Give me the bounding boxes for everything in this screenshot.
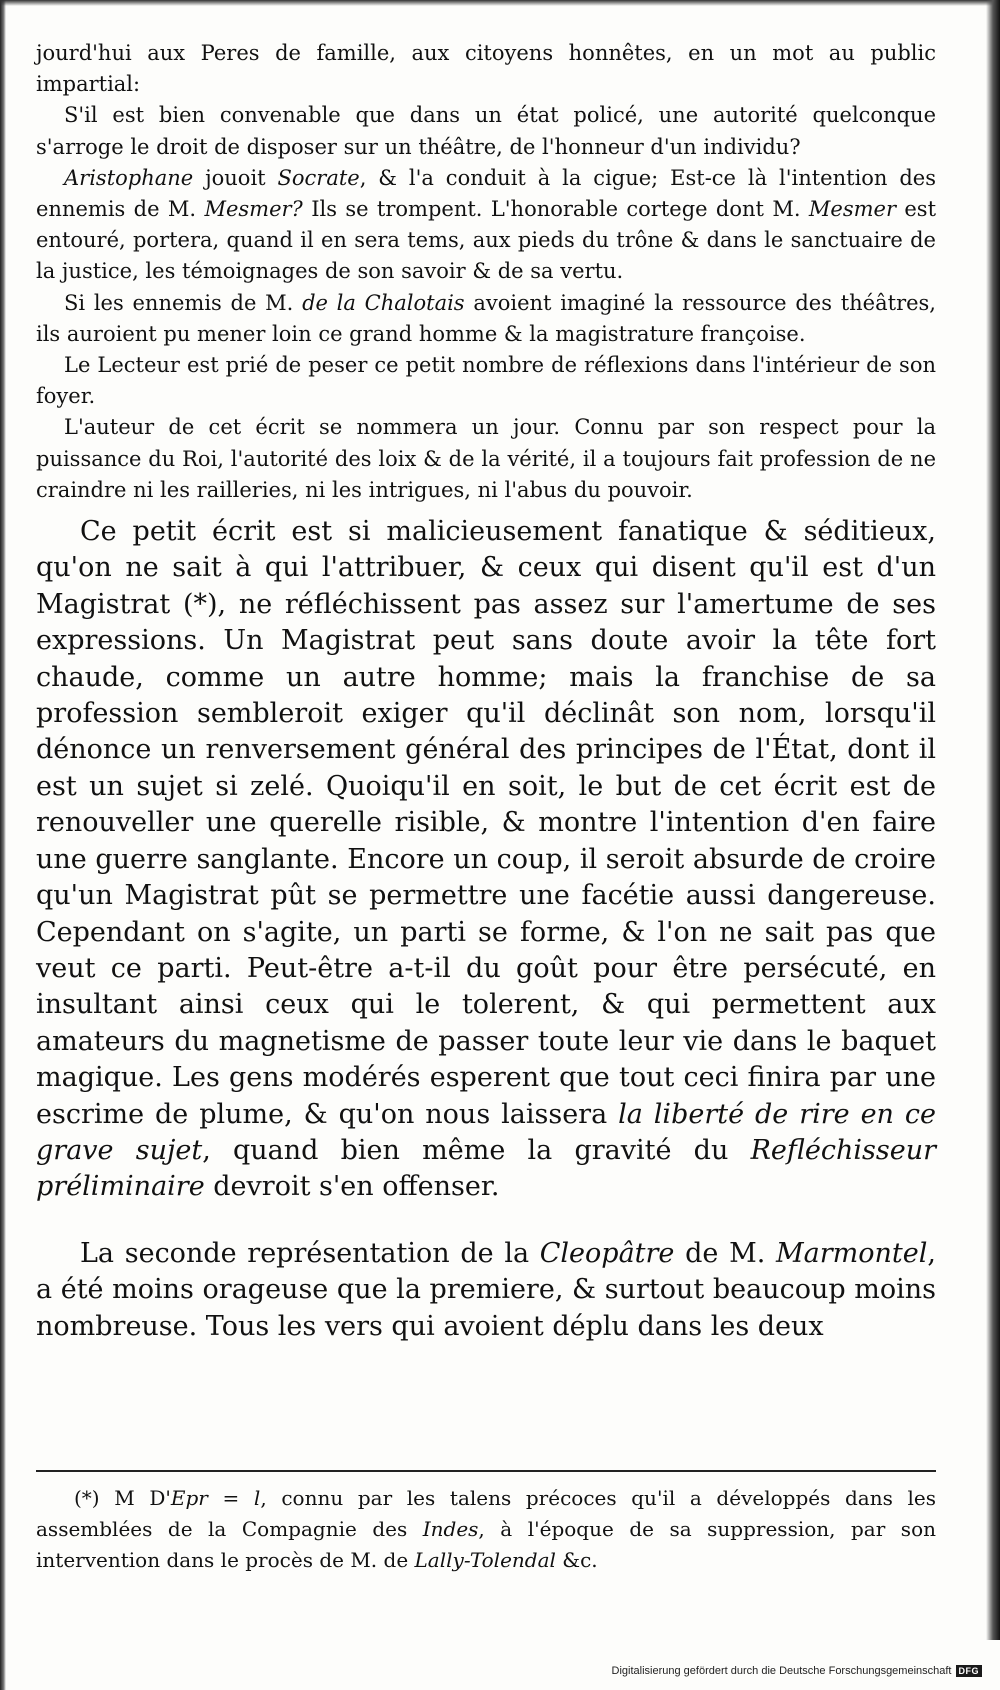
footnote-text xyxy=(36,1483,936,1576)
small-paragraph xyxy=(36,38,936,100)
text-segment: L'auteur de cet écrit se nommera un jour. Connu par son respect pour la puissance du Roi, l'autorité des loix & de la vérité, il a toujours fait profession de ne craindre ni les railleries, ni les intrigues, ni l'abus du pouvoir. xyxy=(36,415,936,502)
text-segment: devroit s'en offenser. xyxy=(204,1171,500,1203)
digitization-credit xyxy=(612,1665,982,1677)
text-segment: La seconde représentation de la xyxy=(80,1237,540,1269)
small-paragraph xyxy=(36,412,936,506)
italic-segment: Lally-Tolendal xyxy=(414,1548,556,1572)
italic-segment: Aristophane xyxy=(64,165,194,190)
text-segment: S'il est bien convenable que dans un état policé, une autorité quelconque s'arroge le droit de disposer sur un théâtre, de l'honneur d'un individu? xyxy=(36,103,936,159)
italic-segment: Cleopâtre xyxy=(539,1237,675,1269)
text-segment: avoient imaginé la ressource des théâtres, ils auroient pu mener loin ce grand homme & la magistrature françoise. xyxy=(36,290,936,346)
small-paragraph xyxy=(36,350,936,412)
italic-segment: Refléchisseur préliminaire xyxy=(36,1134,936,1203)
italic-segment: Mesmer? xyxy=(204,197,303,222)
page-body xyxy=(36,38,936,1345)
text-segment: = xyxy=(207,1486,254,1510)
text-segment: , à l'époque de sa suppression, par son intervention dans le procès de M. de xyxy=(36,1517,936,1572)
italic-segment: Indes xyxy=(422,1517,479,1541)
small-paragraph xyxy=(36,163,936,288)
scan-shadow-right xyxy=(986,0,1000,1640)
footnote xyxy=(36,1483,936,1576)
text-segment: , a été moins orageuse que la premiere, & surtout beaucoup moins nombreuse. Tous les vers qui avoient déplu dans les deux xyxy=(36,1237,936,1342)
dfg-logo-icon: DFG xyxy=(956,1665,983,1677)
text-segment: , connu par les talens précoces qu'il a développés dans les assemblées de la Compagnie des xyxy=(36,1486,936,1541)
text-segment: &c. xyxy=(555,1548,598,1572)
scan-shadow-left xyxy=(0,0,6,1690)
text-segment: , quand bien même la gravité du xyxy=(202,1134,751,1166)
small-paragraph xyxy=(36,100,936,162)
italic-segment: Socrate xyxy=(277,165,360,190)
italic-segment: la liberté de rire en ce grave sujet xyxy=(36,1098,936,1166)
text-segment: Ce petit écrit est si malicieusement fanatique & séditieux, qu'on ne sait à qui l'attribuer, & ceux qui disent qu'il est d'un Magistrat (*), ne réfléchissent pas assez sur l'amertume de ses expressions. Un Magistrat peut sans doute avoir la tête fort chaude, comme un autre homme; mais la franchise de sa profession sembleroit exiger qu'il déclinât son nom, lorsqu'il dénonce un renversement général des principes de l'État, dont il est un sujet si zelé. Quoiqu'il en soit, le but de cet écrit est de renouveller une querelle risible, & montre l'intention d'en faire une guerre sanglante. Encore un coup, il seroit absurde de croire qu'un Magistrat pût se permettre une facétie aussi dangereuse. Cependant on s'agite, un parti se forme, & l'on ne sait pas que veut ce parti. Peut-être a-t-il du goût pour être persécuté, en insultant ainsi ceux qui le tolerent, & qui permettent aux amateurs du magnetisme de passer toute leur vie dans le baquet magique. Les gens modérés esperent que tout ceci finira par une escrime de plume, & qu'on nous laissera xyxy=(36,516,936,1130)
small-print-section xyxy=(36,38,936,506)
text-segment: de M. xyxy=(674,1237,777,1269)
main-paragraph xyxy=(36,514,936,1206)
scan-shadow-top xyxy=(0,0,1000,6)
text-segment: Si les ennemis de M. xyxy=(64,290,303,315)
text-segment: jourd'hui aux Peres de famille, aux citoyens honnêtes, en un mot au public impartial: xyxy=(36,41,936,97)
text-segment: Ils se trompent. L'honorable cortege dont M. xyxy=(302,197,809,222)
text-segment: (*) M D' xyxy=(74,1486,171,1510)
footnote-rule xyxy=(36,1470,936,1472)
italic-segment: de la Chalotais xyxy=(302,290,465,315)
small-paragraph xyxy=(36,288,936,350)
main-paragraph xyxy=(36,1236,936,1345)
text-segment: Le Lecteur est prié de peser ce petit nombre de réflexions dans l'intérieur de son foyer. xyxy=(36,353,936,409)
italic-segment: Marmontel xyxy=(776,1237,928,1269)
italic-segment: Mesmer xyxy=(808,197,896,222)
text-segment: , & l'a conduit à la cigue; Est-ce là l'intention des ennemis de M. xyxy=(36,165,937,222)
italic-segment: Epr xyxy=(170,1486,208,1510)
italic-segment: l xyxy=(253,1486,261,1510)
text-segment: jouoit xyxy=(193,165,278,190)
main-text-section xyxy=(36,514,936,1345)
text-segment: est entouré, portera, quand il en sera tems, aux pieds du trône & dans le sanctuaire de la justice, les témoignages de son savoir & de sa vertu. xyxy=(36,197,937,284)
credit-text: Digitalisierung gefördert durch die Deutsche Forschungsgemeinschaft xyxy=(611,1665,952,1677)
